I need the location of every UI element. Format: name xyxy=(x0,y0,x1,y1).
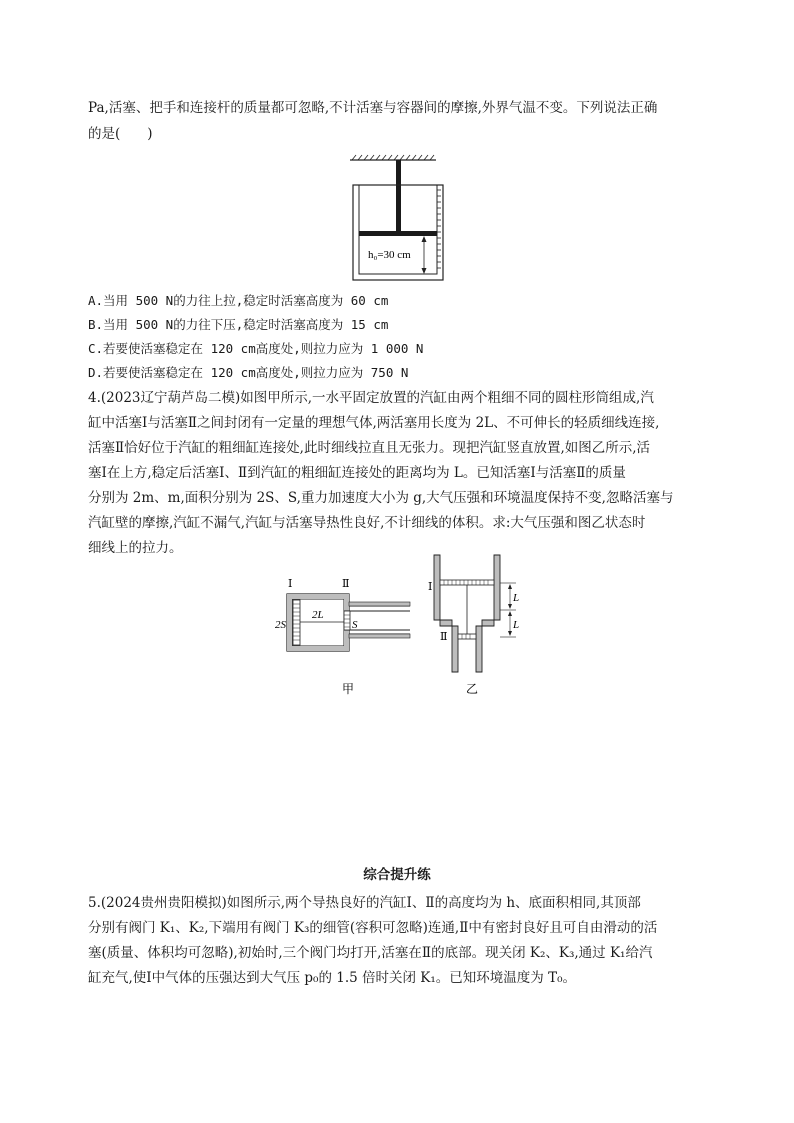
jia-label-piston-2: Ⅱ xyxy=(342,578,350,590)
q4-text-line-6: 汽缸壁的摩擦,汽缸不漏气,汽缸与活塞导热性良好,不计细线的体积。求:大气压强和图乙状态时 xyxy=(88,515,646,531)
q3-option-d: D.若要使活塞稳定在 120 cm高度处,则拉力应为 750 N xyxy=(88,365,409,380)
yi-label-l-lower: L xyxy=(513,619,520,631)
q3-text-line-2: 的是( ) xyxy=(88,126,153,142)
q3-height-label: h₀=30 cm xyxy=(368,249,411,261)
q3-option-b: B.当用 500 N的力往下压,稳定时活塞高度为 15 cm xyxy=(88,317,389,332)
q4-text-line-2: 缸中活塞Ⅰ与活塞Ⅱ之间封闭有一定量的理想气体,两活塞用长度为 2L、不可伸长的轻质细线连接, xyxy=(88,415,660,431)
jia-label-piston-1: Ⅰ xyxy=(288,578,293,590)
q4-text-line-5: 分别为 2m、m,面积分别为 2S、S,重力加速度大小为 g,大气压强和环境温度保持不变,忽略活塞与 xyxy=(88,490,674,506)
q5-text-line-1: 5.(2024贵州贵阳模拟)如图所示,两个导热良好的汽缸Ⅰ、Ⅱ的高度均为 h、底面积相同,其顶部 xyxy=(88,895,641,911)
q4-text-line-4: 塞Ⅰ在上方,稳定后活塞Ⅰ、Ⅱ到汽缸的粗细缸连接处的距离均为 L。已知活塞Ⅰ与活塞Ⅱ的质量 xyxy=(88,465,626,481)
jia-label-2l: 2L xyxy=(312,609,324,621)
q4-text-line-7: 细线上的拉力。 xyxy=(88,540,183,556)
q3-option-c: C.若要使活塞稳定在 120 cm高度处,则拉力应为 1 000 N xyxy=(88,341,424,356)
yi-label-piston-2: Ⅱ xyxy=(440,631,448,643)
yi-label-piston-1: Ⅰ xyxy=(428,581,433,593)
q3-text-line-1: Pa,活塞、把手和连接杆的质量都可忽略,不计活塞与容器间的摩擦,外界气温不变。下列说法正确 xyxy=(88,100,658,116)
q3-piston-figure xyxy=(340,150,450,285)
q4-text-line-1: 4.(2023辽宁葫芦岛二模)如图甲所示,一水平固定放置的汽缸由两个粗细不同的圆柱形筒组成,汽 xyxy=(88,390,654,406)
q4-figure-jia xyxy=(272,570,422,700)
jia-label-s: S xyxy=(352,619,358,631)
q4-text-line-3: 活塞Ⅱ恰好位于汽缸的粗细缸连接处,此时细线拉直且无张力。现把汽缸竖直放置,如图乙所示,活 xyxy=(88,440,651,456)
q5-text-line-4: 缸充气,使Ⅰ中气体的压强达到大气压 p₀的 1.5 倍时关闭 K₁。已知环境温度为 T₀。 xyxy=(88,970,577,986)
jia-caption: 甲 xyxy=(342,682,355,696)
section-heading: 综合提升练 xyxy=(363,867,431,883)
q3-option-a: A.当用 500 N的力往上拉,稳定时活塞高度为 60 cm xyxy=(88,293,389,308)
yi-caption: 乙 xyxy=(466,682,479,696)
q4-figure-yi xyxy=(424,550,534,700)
q5-text-line-3: 塞(质量、体积均可忽略),初始时,三个阀门均打开,活塞在Ⅱ的底部。现关闭 K₂、K₃,通过 K₁给汽 xyxy=(88,945,653,961)
q5-text-line-2: 分别有阀门 K₁、K₂,下端用有阀门 K₃的细管(容积可忽略)连通,Ⅱ中有密封良好且可自由滑动的活 xyxy=(88,920,658,936)
jia-label-2s: 2S xyxy=(275,619,286,631)
yi-label-l-upper: L xyxy=(513,592,520,604)
